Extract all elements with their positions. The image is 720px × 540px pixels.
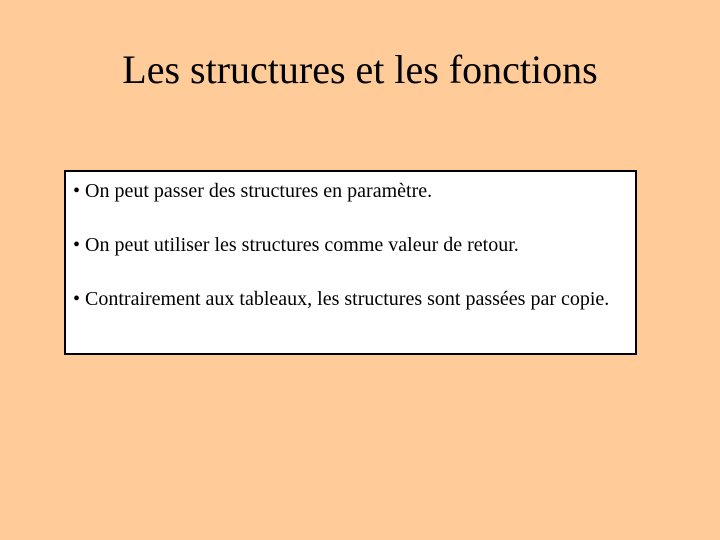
bullet-item	[73, 232, 629, 258]
bullet-icon: •	[73, 234, 81, 256]
bullet-text: On peut utiliser les structures comme valeur de retour.	[85, 234, 519, 256]
bullet-icon: •	[73, 288, 81, 310]
slide-title: Les structures et les fonctions	[122, 47, 598, 92]
bullet-text: Contrairement aux tableaux, les structures sont passées par copie.	[85, 288, 610, 310]
content-box	[64, 170, 637, 355]
bullet-item	[73, 286, 629, 312]
bullet-text: On peut passer des structures en paramètre.	[85, 180, 433, 202]
bullet-list	[66, 172, 635, 312]
bullet-icon: •	[73, 180, 81, 202]
bullet-item	[73, 178, 629, 204]
